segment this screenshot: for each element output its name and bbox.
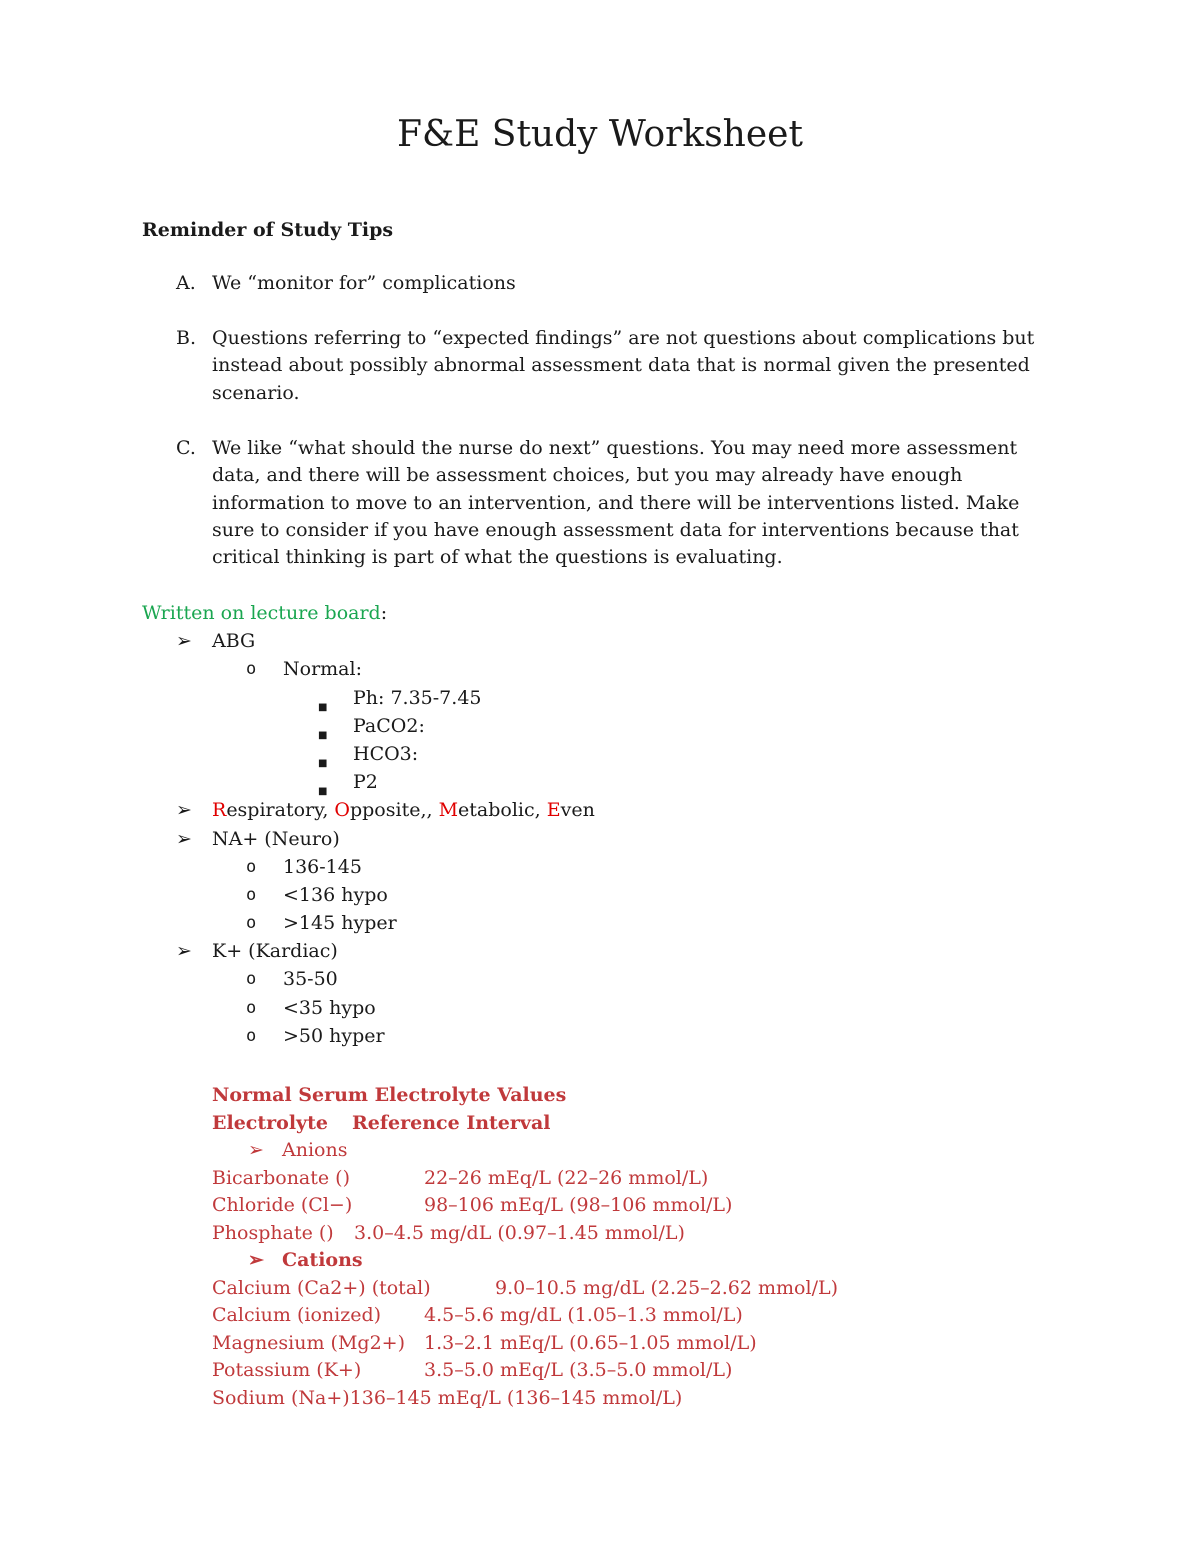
list-item: o Normal:: [142, 656, 595, 684]
column-header: Reference Interval: [352, 1111, 551, 1134]
tip-text: We like “what should the nurse do next” questions. You may need more assessment data, and there will be assessment choices, but you may already have enough information to move to an intervention, and there will be interventions listed. Make sure to consider if you have enough assessment data for interventions because that critical thinking is part of what the questions is evaluating.: [212, 436, 1020, 569]
square-bullet-icon: ■: [318, 701, 328, 713]
reference-title: Normal Serum Electrolyte Values: [212, 1084, 567, 1106]
rome-mnemonic: ➢ Respiratory, Opposite,, Metabolic, Even: [142, 797, 595, 825]
table-row: Phosphate () 3.0–4.5 mg/dL (0.97–1.45 mmol/L): [212, 1221, 685, 1244]
table-row: Chloride (Cl−) 98–106 mEq/L (98–106 mmol/L): [212, 1194, 733, 1216]
study-tips-list: [142, 270, 1062, 599]
circle-bullet-icon: o: [246, 997, 257, 1018]
tip-letter: A.: [176, 272, 196, 294]
circle-bullet-icon: o: [246, 913, 257, 934]
list-item: o >145 hyper: [142, 910, 595, 938]
tip-text: Questions referring to “expected findings” are not questions about complications but instead about possibly abnormal assessment data that is normal given the presented scenario.: [212, 327, 1035, 404]
list-item: o 35-50: [142, 966, 595, 994]
square-bullet-icon: ■: [318, 757, 328, 769]
circle-bullet-icon: o: [246, 1025, 257, 1046]
circle-bullet-icon: o: [246, 659, 257, 680]
table-row: Potassium (K+) 3.5–5.0 mEq/L (3.5–5.0 mmol/L): [212, 1359, 733, 1381]
list-item: o <136 hypo: [142, 882, 595, 910]
study-tips-heading: Reminder of Study Tips: [142, 219, 394, 241]
square-bullet-icon: ■: [318, 786, 328, 798]
board-heading: Written on lecture board:: [142, 602, 388, 624]
circle-bullet-icon: o: [246, 884, 257, 905]
arrow-bullet-icon: ➢: [176, 630, 192, 653]
list-item: o >50 hyper: [142, 1023, 595, 1051]
electrolyte-reference-table: [212, 1082, 839, 1412]
circle-bullet-icon: o: [246, 856, 257, 877]
arrow-bullet-icon: ➢: [176, 799, 192, 822]
list-item: ➢ K+ (Kardiac): [142, 938, 595, 966]
table-row: Calcium (Ca2+) (total) 9.0–10.5 mg/dL (2.25–2.62 mmol/L): [212, 1276, 839, 1299]
list-item: o <35 hypo: [142, 995, 595, 1023]
tip-letter: B.: [176, 327, 197, 349]
tip-item: [142, 270, 1062, 297]
table-row: Calcium (ionized) 4.5–5.6 mg/dL (1.05–1.3 mmol/L): [212, 1304, 743, 1326]
lecture-board-notes: [142, 600, 595, 1051]
arrow-bullet-icon: ➢: [176, 827, 192, 850]
anions-label: ➢ Anions: [212, 1137, 682, 1165]
list-item: o 136-145: [142, 854, 595, 882]
list-item: ■ P2: [142, 769, 595, 797]
list-item: ■ PaCO2:: [142, 713, 595, 741]
cations-label: ➢ Cations: [212, 1247, 682, 1275]
circle-bullet-icon: o: [246, 969, 257, 990]
page-title: F&E Study Worksheet: [397, 114, 803, 155]
column-header: Electrolyte: [212, 1111, 328, 1134]
list-item: ➢ ABG: [142, 628, 595, 656]
arrow-bullet-icon: ➢: [248, 1249, 264, 1271]
table-row: Sodium (Na+)136–145 mEq/L (136–145 mmol/L): [212, 1386, 683, 1409]
table-row: Bicarbonate () 22–26 mEq/L (22–26 mmol/L): [212, 1166, 709, 1189]
list-item: ➢ NA+ (Neuro): [142, 826, 595, 854]
arrow-bullet-icon: ➢: [248, 1139, 264, 1161]
list-item: ■ HCO3:: [142, 741, 595, 769]
arrow-bullet-icon: ➢: [176, 940, 192, 963]
reference-header-row: [212, 1110, 682, 1138]
tip-text: We “monitor for” complications: [212, 272, 516, 294]
list-item: ■ Ph: 7.35-7.45: [142, 685, 595, 713]
table-row: Magnesium (Mg2+) 1.3–2.1 mEq/L (0.65–1.05 mmol/L): [212, 1331, 757, 1354]
tip-item: [142, 325, 1062, 407]
tip-item: [142, 435, 1062, 572]
square-bullet-icon: ■: [318, 729, 328, 741]
tip-letter: C.: [176, 436, 196, 459]
